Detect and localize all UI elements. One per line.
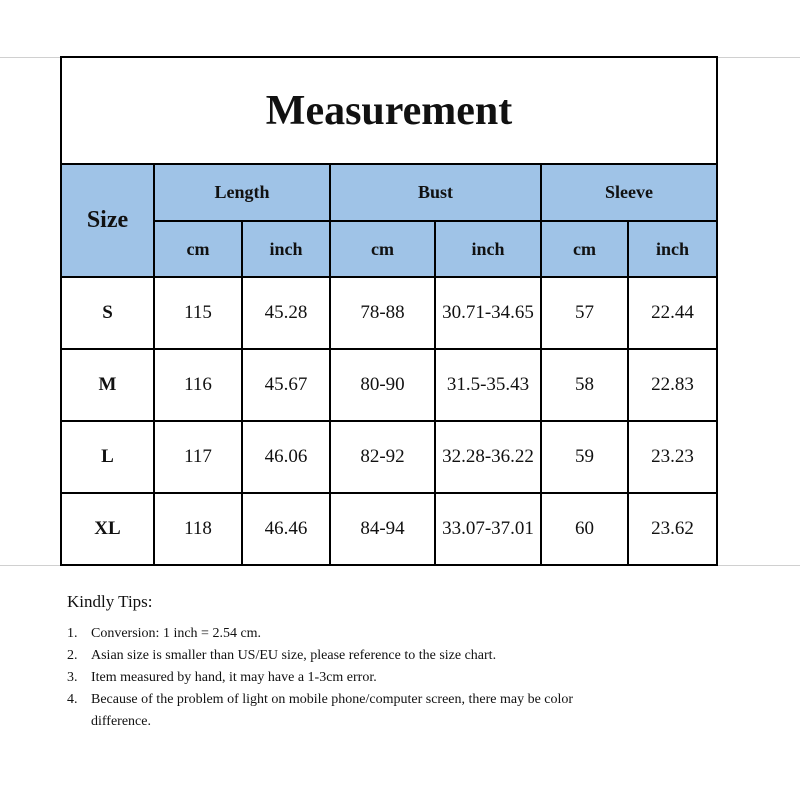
sleeve-cm-cell: 57 [541, 277, 628, 349]
tip-number: 3. [67, 670, 78, 685]
tip-text: Conversion: 1 inch = 2.54 cm. [91, 626, 262, 641]
bust-inch-header: inch [435, 221, 541, 277]
size-cell: S [61, 277, 154, 349]
sleeve-inch-cell: 23.23 [628, 421, 717, 493]
bust-inch-cell: 33.07-37.01 [435, 493, 541, 565]
length-cm-header: cm [154, 221, 242, 277]
sleeve-inch-header: inch [628, 221, 717, 277]
tip-number: 4. [67, 692, 78, 707]
length-inch-header: inch [242, 221, 330, 277]
sleeve-cm-cell: 60 [541, 493, 628, 565]
tip-item [67, 623, 687, 645]
length-inch-cell: 46.06 [242, 421, 330, 493]
bust-cm-cell: 84-94 [330, 493, 435, 565]
length-cm-cell: 117 [154, 421, 242, 493]
tips-list [67, 623, 687, 733]
bust-cm-cell: 82-92 [330, 421, 435, 493]
tip-number: 2. [67, 648, 78, 663]
tip-text: Item measured by hand, it may have a 1-3cm error. [91, 670, 377, 685]
tip-item [67, 645, 687, 667]
table-row [61, 349, 717, 421]
size-cell: XL [61, 493, 154, 565]
table-row [61, 421, 717, 493]
length-cm-cell: 115 [154, 277, 242, 349]
length-cm-cell: 116 [154, 349, 242, 421]
sleeve-cm-cell: 59 [541, 421, 628, 493]
size-chart-table [60, 56, 718, 566]
length-inch-cell: 45.28 [242, 277, 330, 349]
tip-item [67, 667, 687, 689]
sleeve-inch-cell: 23.62 [628, 493, 717, 565]
size-cell: L [61, 421, 154, 493]
sleeve-cm-header: cm [541, 221, 628, 277]
bust-cm-cell: 80-90 [330, 349, 435, 421]
sleeve-inch-cell: 22.44 [628, 277, 717, 349]
bust-inch-cell: 32.28-36.22 [435, 421, 541, 493]
length-cm-cell: 118 [154, 493, 242, 565]
length-header: Length [154, 164, 330, 221]
tip-text: Because of the problem of light on mobile phone/computer screen, there may be color difference. [91, 692, 574, 729]
length-inch-cell: 46.46 [242, 493, 330, 565]
bust-inch-cell: 31.5-35.43 [435, 349, 541, 421]
kindly-tips [67, 592, 687, 733]
tip-text: Asian size is smaller than US/EU size, please reference to the size chart. [91, 648, 497, 663]
bust-inch-cell: 30.71-34.65 [435, 277, 541, 349]
bust-cm-header: cm [330, 221, 435, 277]
bust-header: Bust [330, 164, 541, 221]
tip-item [67, 689, 687, 733]
length-inch-cell: 45.67 [242, 349, 330, 421]
table-row [61, 277, 717, 349]
size-cell: M [61, 349, 154, 421]
table-row [61, 493, 717, 565]
sleeve-header: Sleeve [541, 164, 717, 221]
tips-title: Kindly Tips: [67, 592, 153, 611]
sleeve-cm-cell: 58 [541, 349, 628, 421]
size-column-header: Size [61, 164, 154, 277]
sleeve-inch-cell: 22.83 [628, 349, 717, 421]
bust-cm-cell: 78-88 [330, 277, 435, 349]
chart-title: Measurement [61, 57, 717, 164]
tip-number: 1. [67, 626, 78, 641]
